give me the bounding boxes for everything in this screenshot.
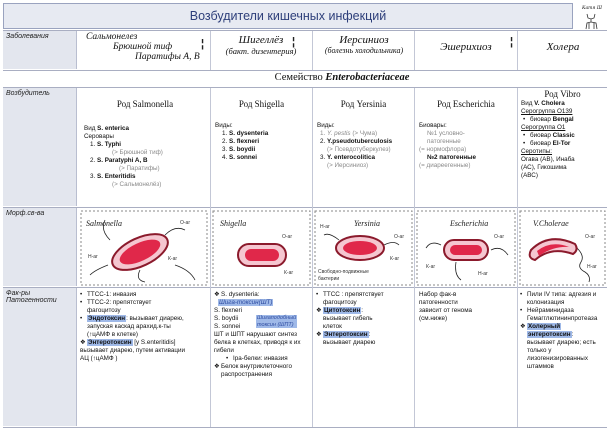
antigen-label: О-аг <box>585 234 596 240</box>
species-note: (> Псевдотуберкулез) <box>327 146 391 154</box>
antigen-label: Н-аг <box>478 271 488 277</box>
list-number: 1. <box>222 130 228 138</box>
bullet-icon: • <box>523 132 526 140</box>
antigen-label: К-аг <box>168 256 178 262</box>
factor-text: (↑цАМФ в клетке) <box>87 331 138 339</box>
list-number: 3. <box>90 173 96 181</box>
row-label-pathogenesis-text: Фак-ры Патогенности <box>6 290 57 304</box>
family-prefix: Семейство <box>274 72 323 83</box>
shiga-toxin-term: Шига-токсин(ШТ) <box>219 299 273 307</box>
factor-text: : вызывает диарею, <box>126 315 184 323</box>
shiga-like-toxin-note <box>256 315 297 328</box>
disease-salmonellosis: Сальмонелез <box>86 32 138 42</box>
species-note: (> Иерсиниоз) <box>327 162 369 170</box>
factor-text: : <box>368 331 371 339</box>
bullet-icon: • <box>80 299 83 307</box>
list-number: 1. <box>90 141 96 149</box>
divider <box>312 88 313 427</box>
cholera-toxin-term: энтеротоксин <box>528 331 571 339</box>
cholera-toxin-term: Холерный <box>528 323 561 331</box>
family-title <box>78 72 606 83</box>
row-label-diseases: Заболевания <box>3 31 77 69</box>
note-line: Шигаподобный <box>257 315 297 322</box>
antigen-label: О-аг <box>180 220 191 226</box>
factor-text: запуская каскад арахид.к-ты <box>87 323 171 331</box>
factor-text: колонизация <box>527 299 565 307</box>
antigen-label: К-аг <box>390 256 400 262</box>
biovar-name: Classic <box>552 132 575 140</box>
bracket-mark: ¦ <box>510 36 514 48</box>
factor-text: Белок внутриклеточного <box>221 363 292 371</box>
divider <box>517 31 518 70</box>
morph-title: Yersinia <box>354 219 380 228</box>
factor-text: лизогенизированных <box>527 355 588 363</box>
disease-yersiniosis-subtitle: (болезнь холодильника) <box>324 45 404 55</box>
factor-text: ТТСС-2: препятствует <box>87 299 152 307</box>
species-label: Виды: <box>215 122 233 129</box>
logo-text: Катя Ш <box>582 6 602 11</box>
morph-title: Salmonella <box>86 219 122 228</box>
row-label-pathogenesis <box>3 288 77 426</box>
serovar-note: (> Сальмонелёз) <box>112 181 162 189</box>
bacterium-core <box>245 249 279 261</box>
bullet-icon: • <box>80 315 83 323</box>
species-name: Y. pestis <box>327 130 351 138</box>
diamond-icon: ❖ <box>316 307 322 315</box>
factor-text: Набор фак-в <box>419 291 457 298</box>
bullet-icon: • <box>523 116 526 124</box>
factor-text: ТТСС-1: инвазия <box>87 291 137 298</box>
list-number: 1. <box>320 130 326 138</box>
factor-text: S. boydii <box>214 315 239 323</box>
diamond-icon: ❖ <box>520 323 526 331</box>
serovar-note: (> Паратифы) <box>119 165 160 173</box>
genus-shigella: Род Shigella <box>238 99 285 109</box>
divider <box>3 427 607 428</box>
cholera-drawing <box>519 210 606 286</box>
factor-text: только у <box>527 347 552 355</box>
genus-yersinia: Род Yersinia <box>340 99 387 109</box>
bracket-mark: ¦ <box>292 36 296 48</box>
serovar-name: S. Paratyphi A, B <box>97 157 148 165</box>
factor-text: вызывает диарею; есть <box>527 339 596 347</box>
list-number: 4. <box>222 154 228 162</box>
species-name: Y. enterocolitica <box>327 154 375 162</box>
serotypes-line: Огава (АВ), Инаба <box>521 156 575 164</box>
pathogenesis-shigella <box>214 291 311 380</box>
factor-text: распространения <box>221 371 272 379</box>
morph-title: V.Cholerae <box>533 219 569 228</box>
antigen-label: К-аг <box>426 264 436 270</box>
header-banner <box>3 3 573 29</box>
factor-text: (см.ниже) <box>419 315 448 323</box>
factor-text: фагоцитозу <box>323 299 357 307</box>
serovar-name: S. Enteritidis <box>97 173 136 181</box>
species-name: S. flexneri <box>229 138 260 146</box>
list-number: 2. <box>90 157 96 165</box>
morph-note: Свободно-подвижные <box>318 269 369 275</box>
disease-salmonella <box>80 33 210 63</box>
species-name: S. boydii <box>229 146 256 154</box>
antigen-label: О-аг <box>494 234 505 240</box>
pathogenesis-escherichia <box>419 291 516 323</box>
factor-text: белка в клетках, приводя к их <box>214 339 301 347</box>
pathogenesis-yersinia <box>316 291 413 347</box>
row-label-pathogen: Возбудитель <box>3 88 77 206</box>
list-number: 3. <box>320 154 326 162</box>
species-name: S. sonnei <box>229 154 257 162</box>
genus-salmonella: Род Salmonella <box>116 99 174 109</box>
antigen-label: Н-аг <box>587 264 597 270</box>
factor-text: ШТ и ШПТ нарушают синтез <box>214 331 298 339</box>
factor-text: фагоцитозу <box>87 307 121 315</box>
disease-yersiniosis-title: Иерсиниоз <box>339 34 389 46</box>
divider <box>414 88 415 427</box>
yersinia-species <box>317 122 414 170</box>
biovar-label: биовар <box>530 140 551 148</box>
factor-text: Ipa-белки: инвазия <box>233 355 288 363</box>
factor-text: ТТСС : препятствует <box>323 291 384 298</box>
list-number: 2. <box>320 138 326 146</box>
genus-escherichia: Род Escherichia <box>437 99 495 109</box>
serogroup-o139: Серогруппа O139 <box>521 108 573 116</box>
salmonella-drawing <box>80 210 208 286</box>
biovars-label: Биовары: <box>419 122 447 129</box>
factor-text: штаммов <box>527 363 554 371</box>
disease-yersiniosis <box>315 35 413 55</box>
logo <box>577 2 607 30</box>
antigen-label: О-аг <box>394 234 405 240</box>
disease-shigellosis-subtitle: (бакт. дизентерия) <box>225 45 297 56</box>
factor-text: вызывает диарею <box>323 339 376 347</box>
species-label: Вид <box>521 100 533 107</box>
diamond-icon: ❖ <box>214 291 220 298</box>
biovar-2: №2 патогенные <box>427 154 477 162</box>
factor-text: S. sonnei <box>214 323 241 331</box>
list-number: 3. <box>222 146 228 154</box>
factor-text: зависит от генома <box>419 307 473 315</box>
enterotoxin-term: Энтеротоксин <box>88 339 132 347</box>
bacterium-core <box>343 241 377 255</box>
bullet-icon: • <box>520 291 523 298</box>
morph-note: бактерии <box>318 276 340 282</box>
genus-vibrio: Род Vibro <box>544 89 581 99</box>
divider <box>3 70 607 71</box>
note-line: токсин (ШПТ) <box>257 321 294 328</box>
factor-text: : <box>361 307 364 315</box>
serogroup-o1: Серогруппа O1 <box>521 124 566 132</box>
divider <box>210 88 211 427</box>
pathogenesis-salmonella <box>80 291 209 363</box>
endotoxin-term: Эндотоксин <box>88 315 126 323</box>
antigen-label: Н-аг <box>88 254 98 260</box>
factor-text: S. dysenteria: <box>221 291 260 298</box>
bullet-icon: • <box>520 307 523 315</box>
enterotoxin-term: Энтеротоксин <box>324 331 368 339</box>
disease-typhoid: Брюшной тиф <box>113 41 173 52</box>
vibrio-species <box>521 100 607 180</box>
factor-text: Пили IV типа: адгезия и <box>527 291 597 298</box>
bullet-icon: • <box>523 140 526 148</box>
factor-text: : <box>571 331 574 339</box>
diamond-icon: ❖ <box>214 363 220 371</box>
species-label: Виды: <box>317 122 335 129</box>
factor-text: Нейраминидаза <box>527 307 574 315</box>
factor-text: гибели <box>214 347 234 355</box>
diamond-icon: ❖ <box>316 331 322 339</box>
disease-cholera: Холера <box>546 41 580 53</box>
bullet-icon: • <box>80 291 83 298</box>
biovar-label: биовар <box>530 116 551 124</box>
family-name: Enterobacteriaceae <box>325 72 410 83</box>
biovar-1: №1 условно- <box>427 130 465 138</box>
species-name: Y.pseudotuberculosis <box>327 138 393 146</box>
factor-text: [у S.enteritidis] <box>132 339 176 347</box>
row-label-morph: Морф.св-ва <box>3 208 77 286</box>
salmonella-species <box>84 125 208 189</box>
factor-text: S. flexneri <box>214 307 242 315</box>
serotypes-line: (АС), Гикошима <box>521 164 567 172</box>
bracket-mark: ¦ <box>201 38 205 50</box>
serovar-note: (> Брюшной тиф) <box>112 149 163 157</box>
diamond-icon: ❖ <box>80 339 86 347</box>
species-name: S. enterica <box>97 125 130 132</box>
biovar-2-note: (= диареегенные) <box>419 162 471 170</box>
species-label: Вид <box>84 125 96 132</box>
serovars-label: Серовары <box>84 133 114 141</box>
deer-icon <box>581 12 603 30</box>
divider <box>312 31 313 70</box>
disease-shigellosis-title: Шигеллёз <box>238 34 284 46</box>
species-name: V. Cholera <box>534 100 565 107</box>
morph-title: Shigella <box>220 219 247 228</box>
bullet-icon: • <box>316 291 319 298</box>
species-name: S. dysenteria <box>229 130 269 138</box>
divider <box>414 31 415 70</box>
morph-title: Escherichia <box>450 219 489 228</box>
antigen-label: К-аг <box>284 270 294 276</box>
factor-text: вызывает диарею, путем активации <box>80 347 186 355</box>
factor-text: патогенности <box>419 299 458 307</box>
page-title: Возбудители кишечных инфекций <box>189 9 387 23</box>
list-number: 2. <box>222 138 228 146</box>
pathogenesis-cholera <box>520 291 607 371</box>
biovar-name: El-Tor <box>552 140 571 148</box>
serotypes-label: Серотипы: <box>521 148 553 156</box>
disease-escherichiosis: Эшерихиоз <box>440 41 492 53</box>
serovar-name: S. Typhi <box>97 141 122 149</box>
antigen-label: О-аг <box>282 234 293 240</box>
biovar-1-note: (= нормофлора) <box>419 146 467 154</box>
factor-text: вызывает гибель <box>323 315 373 323</box>
factor-text: Гемагглютининпротеаза <box>527 315 598 323</box>
escherichia-drawing <box>416 210 516 286</box>
factor-text: клеток <box>323 323 342 331</box>
yersinia-drawing <box>314 210 413 286</box>
divider <box>210 31 211 70</box>
antigen-label: Н-аг <box>320 224 330 230</box>
shigella-species <box>215 122 310 162</box>
bullet-icon: • <box>226 355 229 363</box>
bacterium-core <box>450 245 482 255</box>
biovar-label: биовар <box>530 132 551 140</box>
factor-text: АЦ (↑цАМФ ) <box>80 355 118 363</box>
disease-paratyphoid: Паратифы А, В <box>135 51 200 62</box>
biovar-1-cont: патогенные <box>427 138 461 146</box>
serotypes-line: (АВС) <box>521 172 538 180</box>
biovar-name: Bengal <box>552 116 574 124</box>
species-note: (> Чума) <box>352 130 378 138</box>
escherichia-biovars <box>419 122 515 170</box>
cytotoxin-term: Цитотоксин <box>324 307 361 315</box>
divider <box>517 88 518 427</box>
shigella-drawing <box>212 210 311 286</box>
